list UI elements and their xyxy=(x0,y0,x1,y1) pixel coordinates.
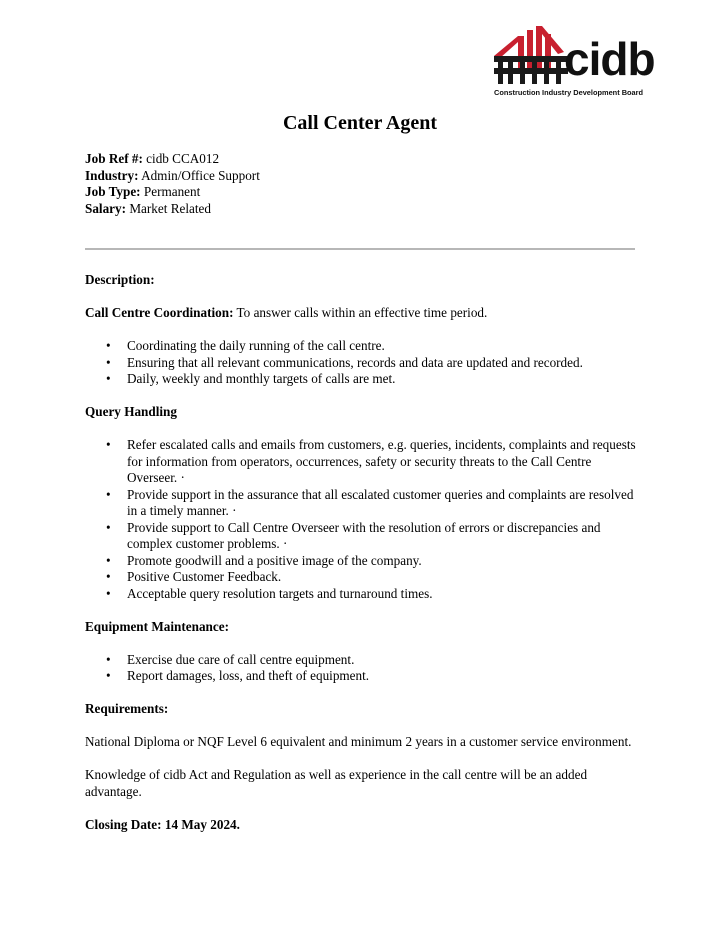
industry-line xyxy=(85,168,637,185)
document-body xyxy=(85,151,637,833)
logo-wordmark: cidb xyxy=(564,33,655,85)
job-ref-value: cidb CCA012 xyxy=(142,151,220,166)
list-item: • Provide support in the assurance that all escalated customer queries and complaints are resolved in a timely manner. · xyxy=(127,487,637,520)
query-heading: Query Handling xyxy=(85,404,177,419)
list-item: • Refer escalated calls and emails from customers, e.g. queries, incidents, complaints and requests for information from operators, occurrences, safety or security threats to the Call Centre Overseer. · xyxy=(127,437,637,487)
list-item: • Acceptable query resolution targets and turnaround times. xyxy=(127,586,637,603)
page-title: Call Center Agent xyxy=(282,112,438,134)
equipment-list xyxy=(85,652,637,685)
job-type-value: Permanent xyxy=(140,184,201,199)
requirements-heading: Requirements: xyxy=(85,701,169,716)
list-item: • Exercise due care of call centre equipment. xyxy=(127,652,637,669)
coordination-list xyxy=(85,338,637,388)
list-item: • Daily, weekly and monthly targets of calls are met. xyxy=(127,371,637,388)
salary-line xyxy=(85,201,637,218)
list-item: • Provide support to Call Centre Overseer with the resolution of errors or discrepancies and complex customer problems. · xyxy=(127,520,637,553)
job-meta xyxy=(85,151,637,217)
cidb-logo-mark-icon xyxy=(492,26,568,84)
cidb-logo xyxy=(492,22,672,100)
job-ref-line xyxy=(85,151,637,168)
coordination-text: To answer calls within an effective time period. xyxy=(233,305,488,320)
salary-value: Market Related xyxy=(126,200,211,216)
salary-label: Salary: xyxy=(85,200,127,216)
list-item: • Ensuring that all relevant communications, records and data are updated and recorded. xyxy=(127,355,637,372)
list-item: • Coordinating the daily running of the call centre. xyxy=(127,338,637,355)
coordination-label: Call Centre Coordination: xyxy=(85,305,234,320)
equipment-heading: Equipment Maintenance: xyxy=(85,618,229,634)
industry-label: Industry: xyxy=(85,167,139,183)
job-ref-label: Job Ref #: xyxy=(85,151,143,166)
job-type-label: Job Type: xyxy=(85,184,141,199)
description-heading: Description: xyxy=(85,272,155,287)
job-type-line xyxy=(85,184,637,201)
logo-tagline: Construction Industry Development Board xyxy=(494,88,644,97)
coordination-paragraph xyxy=(85,305,637,322)
requirements-paragraph-1: National Diploma or NQF Level 6 equivalent and minimum 2 years in a customer service environment. xyxy=(85,734,632,749)
query-list xyxy=(85,437,637,602)
closing-date: Closing Date: 14 May 2024. xyxy=(85,816,240,832)
list-item: • Promote goodwill and a positive image of the company. xyxy=(127,553,637,570)
list-item: • Report damages, loss, and theft of equipment. xyxy=(127,668,637,685)
list-item: • Positive Customer Feedback. xyxy=(127,569,637,586)
industry-value: Admin/Office Support xyxy=(138,167,260,183)
requirements-paragraph-2: Knowledge of cidb Act and Regulation as well as experience in the call centre will be an added advantage. xyxy=(85,767,588,799)
